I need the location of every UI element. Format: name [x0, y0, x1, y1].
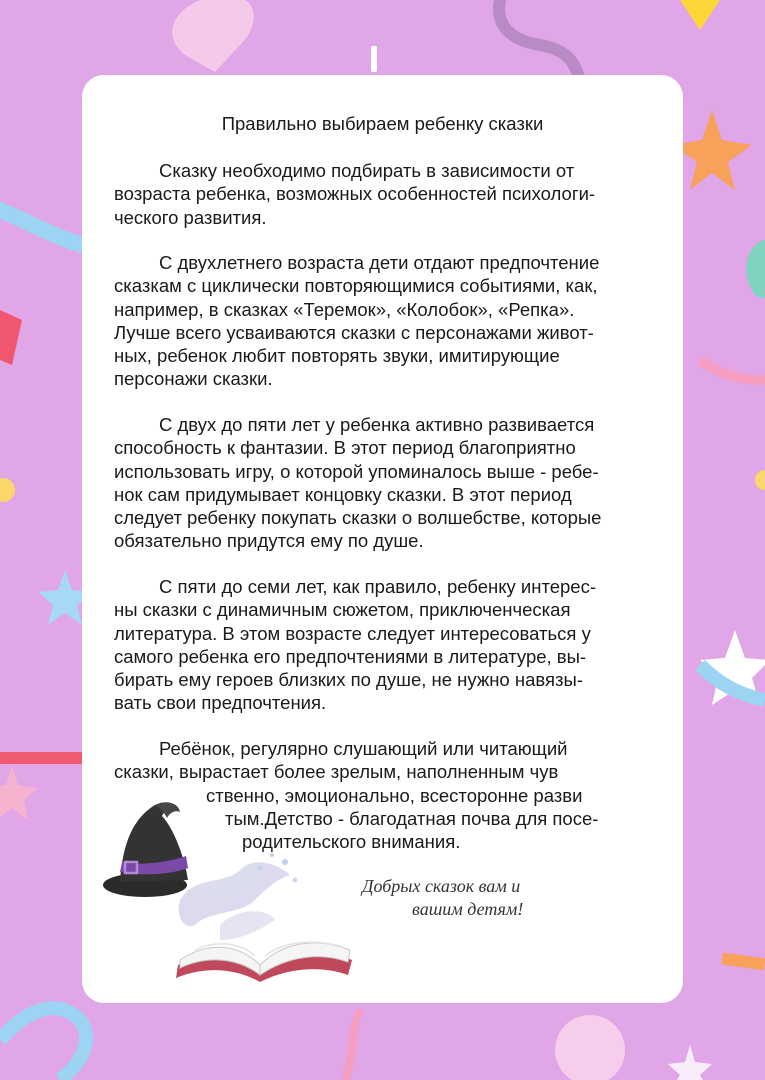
- text-line: бирать ему героев близких по душе, не нужно навязы-: [114, 669, 583, 691]
- text-line: использовать игру, о которой упоминалось выше - ребе-: [114, 460, 599, 482]
- text-line: сказки, вырастает более зрелым, наполненным чув: [114, 761, 559, 783]
- ribbon-shape: [0, 210, 82, 245]
- paragraph-2: [114, 251, 659, 391]
- dot-shape: [0, 478, 15, 502]
- text-line: ственно, эмоционально, всесторонне разви: [206, 784, 583, 806]
- text-line: возраста ребенка, возможных особенностей психологи-: [114, 183, 596, 205]
- confetti-stick: [0, 752, 82, 764]
- text-line: С двух до пяти лет у ребенка активно развивается: [159, 414, 595, 435]
- magic-smoke-icon: [179, 853, 298, 940]
- text-line: литература. В этом возрасте следует интересоваться у: [114, 622, 591, 644]
- ribbon-shape: [0, 1008, 86, 1080]
- star-shape: [668, 1045, 712, 1080]
- dot-shape: [755, 470, 765, 490]
- flag-shape: [0, 310, 22, 365]
- confetti-stick: [371, 46, 377, 72]
- text-line: ны сказки с динамичным сюжетом, приключенческая: [114, 599, 571, 621]
- text-line: Лучше всего усваиваются сказки с персонажами живот-: [114, 321, 594, 343]
- text-line: следует ребенку покупать сказки о волшебстве, которые: [114, 507, 602, 529]
- text-line: самого ребенка его предпочтениями в литературе, вы-: [114, 645, 587, 667]
- page-title: Правильно выбираем ребенку сказки: [221, 113, 544, 134]
- closing-wish: [362, 875, 622, 921]
- witch-hat-book-illustration: [100, 790, 370, 990]
- text-line: С двухлетнего возраста дети отдают предпочтение: [159, 252, 600, 273]
- text-line: способность к фантазии. В этот период благоприятно: [114, 437, 576, 459]
- paragraph-4: [114, 575, 659, 715]
- open-book-icon: [176, 942, 352, 982]
- text-line: вать свои предпочтения.: [114, 692, 327, 714]
- ribbon-shape: [499, 0, 580, 80]
- text-line: ческого развития.: [114, 206, 267, 228]
- star-shape: [672, 110, 752, 190]
- text-line: Ребёнок, регулярно слушающий или читающий: [159, 738, 568, 759]
- text-line: тым.Детство - благодатная почва для посе-: [225, 807, 599, 829]
- text-line: ных, ребенок любит повторять звуки, имитирующие: [114, 345, 560, 367]
- ribbon-shape: [700, 360, 765, 380]
- leaf-shape: [746, 240, 765, 298]
- text-line: персонажи сказки.: [114, 368, 273, 390]
- paragraph-1: [114, 159, 659, 229]
- text-line: например, в сказках «Теремок», «Колобок», «Репка».: [114, 298, 575, 320]
- closing-line: Добрых сказок вам и: [362, 876, 521, 896]
- witch-hat-icon: [103, 802, 188, 897]
- confetti-stick: [721, 953, 765, 971]
- text-line: сказкам с циклически повторяющимися событиями, как,: [114, 275, 598, 297]
- text-line: Сказку необходимо подбирать в зависимости от: [159, 160, 575, 181]
- paragraph-3: [114, 413, 659, 553]
- dot-shape: [555, 1015, 625, 1080]
- closing-line: вашим детям!: [412, 899, 524, 919]
- text-line: обязательно придутся ему по душе.: [114, 530, 424, 552]
- heart-shape: [172, 0, 254, 72]
- text-line: С пяти до семи лет, как правило, ребенку интерес-: [159, 576, 597, 597]
- text-line: нок сам придумывает концовку сказки. В этот период: [114, 483, 572, 505]
- text-line: родительского внимания.: [242, 831, 461, 853]
- star-shape: [0, 765, 38, 820]
- triangle-shape: [680, 0, 720, 30]
- ribbon-shape: [345, 1010, 360, 1080]
